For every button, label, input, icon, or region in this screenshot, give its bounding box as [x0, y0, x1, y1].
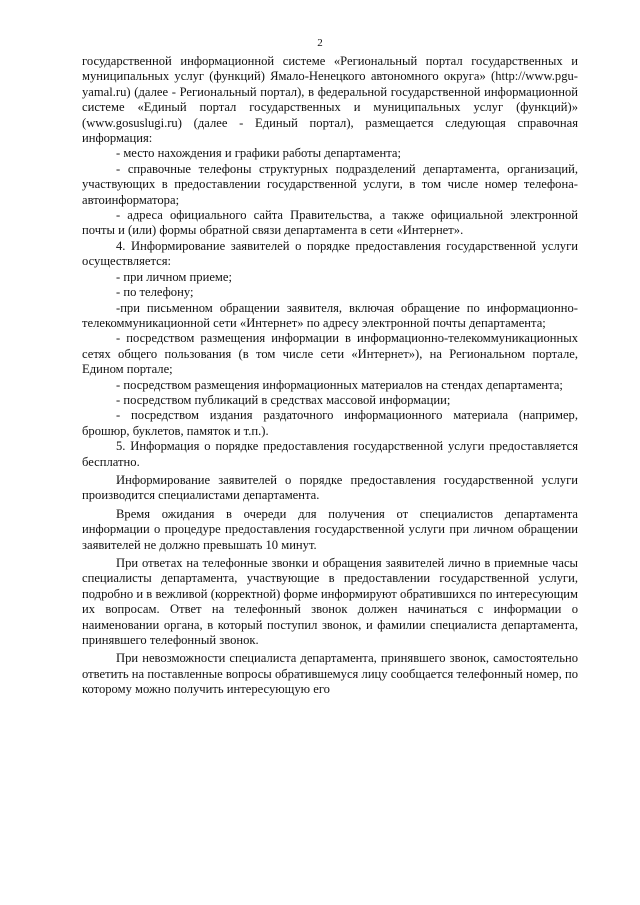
- list-item-media: - посредством публикаций в средствах массовой информации;: [116, 392, 451, 407]
- paragraph-section-5: 5. Информация о порядке предоставления государственной услуги предоставляется бесплатно.: [82, 439, 578, 469]
- list-item-addresses: - адреса официального сайта Правительства, а также официальной электронной почты и (или) формы обратной связи департамента в сети «Интернет».: [82, 208, 578, 238]
- page-number: 2: [317, 37, 323, 49]
- list-item-stands: - посредством размещения информационных материалов на стендах департамента;: [116, 377, 563, 392]
- paragraph-waiting-time: Время ожидания в очереди для получения от специалистов департамента информации о процедуре предоставления государственной услуги при личном обращении заявителей не должно превышать 10 минут.: [82, 506, 578, 552]
- paragraph-section-4: 4. Информирование заявителей о порядке предоставления государственной услуги осуществляется:: [82, 238, 578, 269]
- list-item-location: - место нахождения и графики работы департамента;: [116, 146, 401, 161]
- paragraph-phone-answers: При ответах на телефонные звонки и обращения заявителей лично в приемные часы специалисты департамента, участвующие в предоставлении государственной услуги, подробно и в вежливой (корректной) форме информируют обратившихся по интересующим их вопросам. Ответ на телефонный звонок должен начинаться с информации о наименовании органа, в который поступил звонок, и фамилии специалиста департамента, принявшего телефонный звонок.: [82, 556, 578, 648]
- paragraph-unable-to-answer: При невозможности специалиста департамента, принявшего звонок, самостоятельно ответить на поставленные вопросы обратившемуся лицу сообщается телефонный номер, по которому можно получить интересующую его: [82, 651, 578, 697]
- list-item-networks: - посредством размещения информации в информационно-телекоммуникационных сетях общего пользования (в том числе сети «Интернет»), на Региональном портале, Едином портале;: [82, 331, 578, 377]
- list-item-phone: - по телефону;: [116, 285, 194, 300]
- list-item-handouts: - посредством издания раздаточного информационного материала (например, брошюр, буклетов, памяток и т.п.).: [82, 408, 578, 438]
- list-item-written: -при письменном обращении заявителя, включая обращение по информационно-телекоммуникационной сети «Интернет» по адресу электронной почты департамента;: [82, 300, 578, 330]
- list-item-phones: - справочные телефоны структурных подразделений департамента, организаций, участвующих в предоставлении государственной услуги, в том числе номер телефона-автоинформатора;: [82, 161, 578, 207]
- list-item-personal: - при личном приеме;: [116, 269, 232, 284]
- paragraph-specialists: Информирование заявителей о порядке предоставления государственной услуги производится специалистами департамента.: [82, 472, 578, 503]
- paragraph-regional-portal: государственной информационной системе «Региональный портал государственных и муниципальных услуг (функций) Ямало-Ненецкого автономного округа» (http://www.pgu-yamal.ru) (далее - Региональный портал), в федеральной государственной информационной системе «Единый портал государственных и муниципальных услуг (функций)» (www.gosuslugi.ru) (далее - Единый портал), размещается следующая справочная информация:: [82, 54, 578, 146]
- document-body: [82, 54, 578, 698]
